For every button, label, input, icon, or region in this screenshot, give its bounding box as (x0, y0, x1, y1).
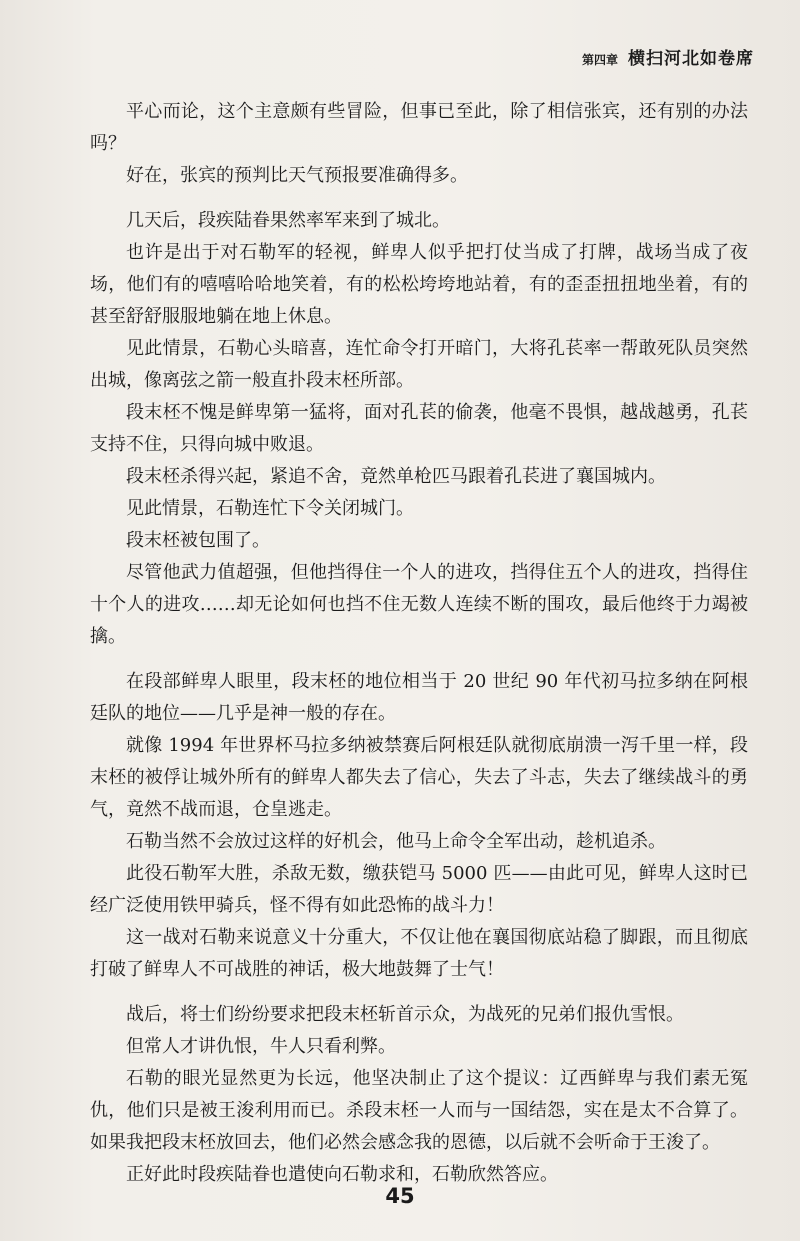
paragraph: 战后，将士们纷纷要求把段末柸斩首示众，为战死的兄弟们报仇雪恨。 (126, 1004, 684, 1025)
paragraph: 段末柸不愧是鲜卑第一猛将，面对孔苌的偷袭，他毫不畏惧，越战越勇，孔苌支持不住，只得向城中败退。 (90, 402, 748, 455)
chapter-label: 第四章 (581, 53, 618, 67)
text-body (90, 96, 748, 1191)
paragraph: 见此情景，石勒心头暗喜，连忙命令打开暗门，大将孔苌率一帮敢死队员突然出城，像离弦之箭一般直扑段末柸所部。 (90, 338, 748, 391)
paragraph: 好在，张宾的预判比天气预报要准确得多。 (126, 165, 468, 186)
paragraph: 段末柸杀得兴起，紧追不舍，竟然单枪匹马跟着孔苌进了襄国城内。 (126, 466, 666, 487)
paragraph: 也许是出于对石勒军的轻视，鲜卑人似乎把打仗当成了打牌，战场当成了夜场，他们有的嘻嘻哈哈地笑着，有的松松垮垮地站着，有的歪歪扭扭地坐着，有的甚至舒舒服服地躺在地上休息。 (90, 242, 748, 327)
paragraph: 石勒当然不会放过这样的好机会，他马上命令全军出动，趁机追杀。 (126, 831, 666, 852)
paragraph: 就像 1994 年世界杯马拉多纳被禁赛后阿根廷队就彻底崩溃一泻千里一样，段末柸的被俘让城外所有的鲜卑人都失去了信心，失去了斗志，失去了继续战斗的勇气，竟然不战而退，仓皇逃走。 (90, 735, 748, 820)
paragraph: 在段部鲜卑人眼里，段末柸的地位相当于 20 世纪 90 年代初马拉多纳在阿根廷队的地位——几乎是神一般的存在。 (90, 671, 748, 724)
paragraph: 段末柸被包围了。 (126, 530, 270, 551)
paragraph: 正好此时段疾陆眷也遣使向石勒求和，石勒欣然答应。 (126, 1164, 558, 1185)
paragraph: 几天后，段疾陆眷果然率军来到了城北。 (126, 210, 450, 231)
paragraph: 平心而论，这个主意颇有些冒险，但事已至此，除了相信张宾，还有别的办法吗？ (90, 101, 748, 154)
paragraph: 此役石勒军大胜，杀敌无数，缴获铠马 5000 匹——由此可见，鲜卑人这时已经广泛使用铁甲骑兵，怪不得有如此恐怖的战斗力！ (90, 863, 748, 916)
chapter-title: 横扫河北如卷席 (628, 49, 754, 69)
paragraph: 但常人才讲仇恨，牛人只看利弊。 (126, 1036, 396, 1057)
running-header (582, 44, 754, 69)
page-number: 45 (385, 1184, 415, 1208)
paragraph: 这一战对石勒来说意义十分重大，不仅让他在襄国彻底站稳了脚跟，而且彻底打破了鲜卑人不可战胜的神话，极大地鼓舞了士气！ (90, 927, 748, 980)
paragraph: 尽管他武力值超强，但他挡得住一个人的进攻，挡得住五个人的进攻，挡得住十个人的进攻……却无论如何也挡不住无数人连续不断的围攻，最后他终于力竭被擒。 (90, 562, 748, 647)
paragraph: 石勒的眼光显然更为长远，他坚决制止了这个提议：辽西鲜卑与我们素无冤仇，他们只是被王浚利用而已。杀段末柸一人而与一国结怨，实在是太不合算了。如果我把段末柸放回去，他们必然会感念我的恩德，以后就不会听命于王浚了。 (90, 1068, 748, 1153)
paragraph: 见此情景，石勒连忙下令关闭城门。 (126, 498, 414, 519)
